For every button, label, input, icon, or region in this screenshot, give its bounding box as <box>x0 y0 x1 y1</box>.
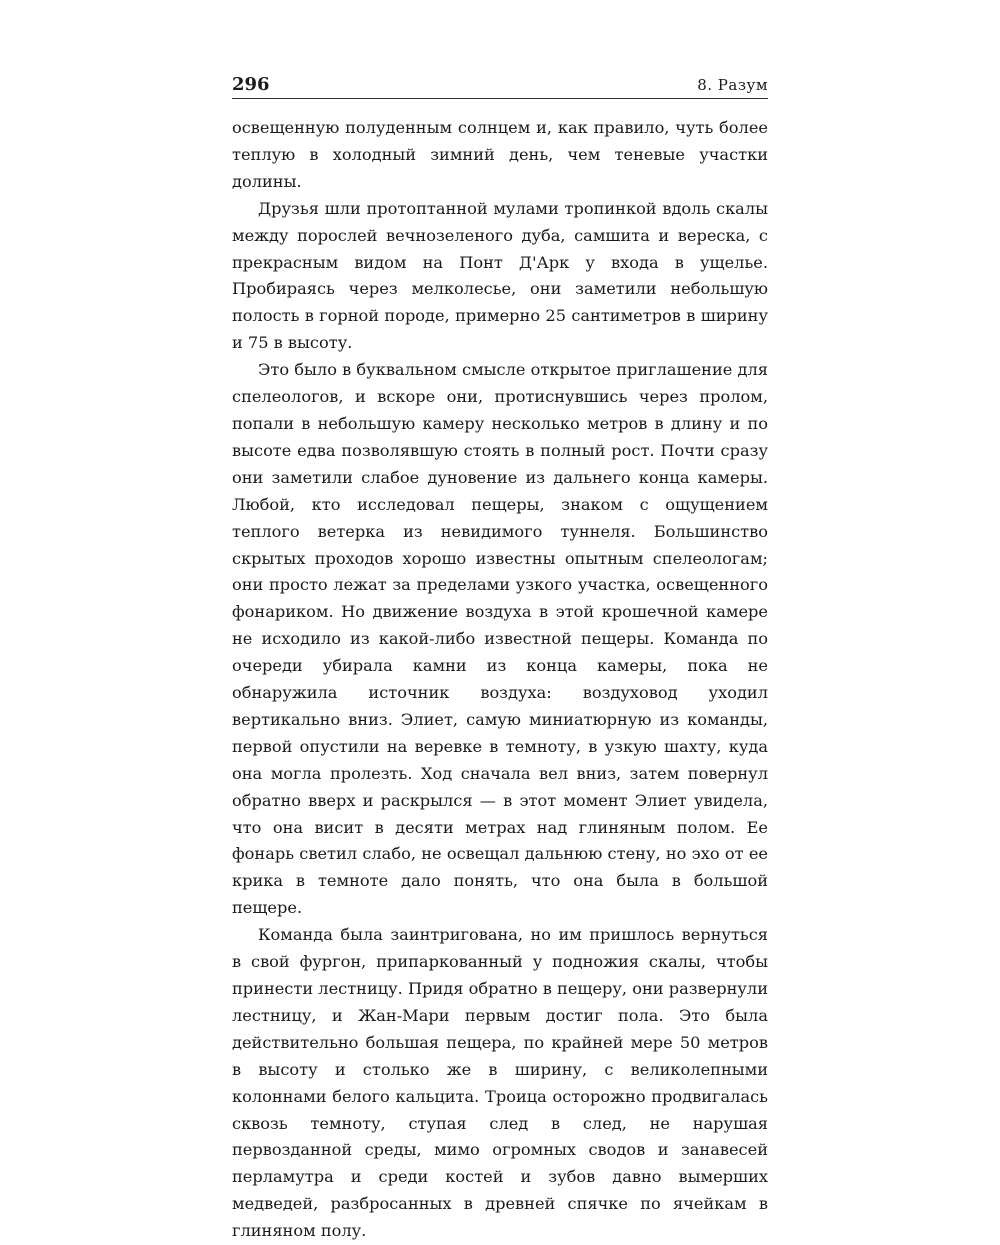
paragraph-continued: освещенную полуденным солнцем и, как правило, чуть более теплую в холодный зимний день, чем теневые участки долины. <box>232 118 768 191</box>
running-head <box>232 70 768 99</box>
chapter-title: 8. Разум <box>697 76 768 94</box>
paragraph: Друзья шли протоптанной мулами тропинкой вдоль скалы между порослей вечнозеленого дуба, самшита и вереска, с прекрасным видом на Понт Д'Арк у входа в ущелье. Пробираясь через мелколесье, они заметили небольшую полость в горной породе, примерно 25 сантиметров в ширину и 75 в высоту. <box>232 198 768 353</box>
book-page <box>232 70 768 1245</box>
page-number: 296 <box>232 74 270 95</box>
paragraph: Команда была заинтригована, но им пришлось вернуться в свой фургон, припаркованный у подножия скалы, чтобы принести лестницу. Придя обратно в пещеру, они развернули лестницу, и Жан-Мари первым достиг пола. Это была действительно большая пещера, по крайней мере 50 метров в высоту и столько же в ширину, с великолепными колоннами белого кальцита. Троица осторожно продвигалась сквозь темноту, ступая след в след, не нарушая первозданной среды, мимо огромных сводов и занавесей перламутра и среди костей и зубов давно вымерших медведей, разбросанных в древней спячке по ячейкам в глиняном полу. <box>232 925 768 1241</box>
body-text <box>232 115 768 1245</box>
paragraph: Это было в буквальном смысле открытое приглашение для спелеологов, и вскоре они, протиснувшись через пролом, попали в небольшую камеру несколько метров в длину и по высоте едва позволявшую стоять в полный рост. Почти сразу они заметили слабое дуновение из дальнего конца камеры. Любой, кто исследовал пещеры, знаком с ощущением теплого ветерка из невидимого туннеля. Большинство скрытых проходов хорошо известны опытным спелеологам; они просто лежат за пределами узкого участка, освещенного фонариком. Но движение воздуха в этой крошечной камере не исходило из какой-либо известной пещеры. Команда по очереди убирала камни из конца камеры, пока не обнаружила источник воздуха: воздуховод уходил вертикально вниз. Элиет, самую миниатюрную из команды, первой опустили на веревке в темноту, в узкую шахту, куда она могла пролезть. Ход сначала вел вниз, затем повернул обратно вверх и раскрылся — в этот момент Элиет увидела, что она висит в десяти метрах над глиняным полом. Ее фонарь светил слабо, не освещал дальнюю стену, но эхо от ее крика в темноте дало понять, что она была в большой пещере. <box>232 360 768 918</box>
